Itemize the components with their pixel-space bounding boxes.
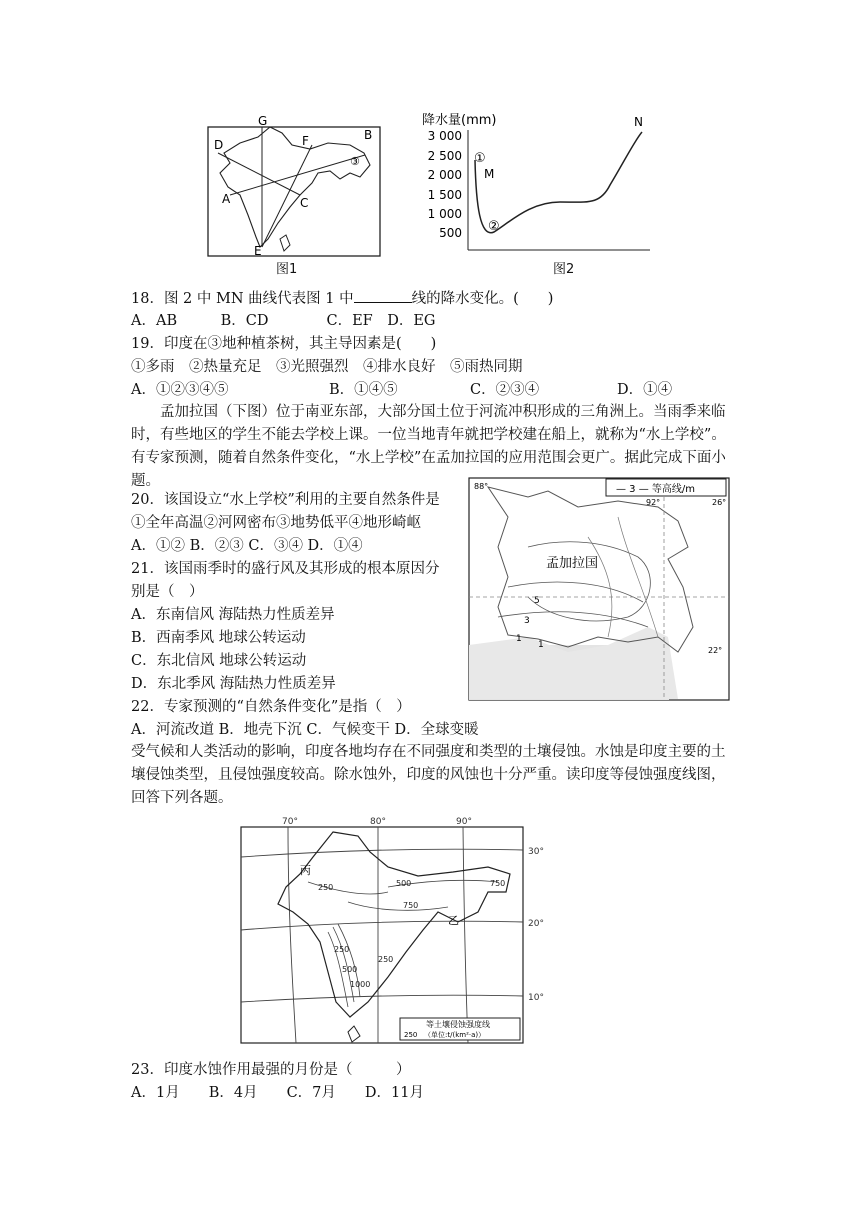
bangla-contour-label: 5 (534, 596, 540, 606)
q19-items: ①多雨 ②热量充足 ③光照强烈 ④排水良好 ⑤雨热同期 (131, 359, 523, 375)
passage-bangladesh: 孟加拉国（下图）位于南亚东部，大部分国土位于河流冲积形成的三角洲上。当雨季来临时，有些地区的学生不能去学校上课。一位当地青年就把学校建在船上，就称为“水上学校”。有专家预测，随着自然条件变化，“水上学校”在孟加拉国的应用范围会更广。据此完成下面小题。 (131, 404, 726, 489)
passage-india-erosion: 受气候和人类活动的影响，印度各地均存在不同强度和类型的土壤侵蚀。水蚀是印度主要的土壤侵蚀类型，且侵蚀强度较高。除水蚀外，印度的风蚀也十分严重。读印度等侵蚀强度线图，回答下列各题。 (131, 744, 726, 806)
q21-option-d: D．东北季风 海陆热力性质差异 (131, 676, 336, 692)
fig2-label-one: ① (474, 151, 486, 166)
question-21-cont: 别是（ ） (131, 584, 204, 600)
fig1-label-e: E (254, 244, 262, 258)
fig1-label-g: G (258, 115, 268, 128)
fig1-label-three: ③ (350, 155, 360, 168)
fig1-label-c: C (300, 196, 309, 210)
india-label-bing: 丙 (300, 864, 311, 877)
india-contour-value: 1000 (350, 980, 371, 989)
india-lon-label: 90° (456, 817, 472, 827)
fig2-ytick: 1 000 (427, 207, 462, 221)
bangla-legend: — 3 — 等高线/m (616, 484, 696, 495)
figure-1-india-lines-map (200, 115, 400, 275)
bangla-contour-label: 1 (516, 634, 522, 644)
fig2-label-m: M (484, 167, 495, 181)
q21-option-b: B．西南季风 地球公转运动 (131, 630, 306, 646)
bangla-contour-label: 3 (524, 616, 530, 626)
india-erosion-map (238, 812, 554, 1048)
question-22: 22．专家预测的“自然条件变化”是指（ ） (131, 699, 411, 715)
india-contour-value: 500 (396, 879, 412, 888)
q22-options: A．河流改道 B．地壳下沉 C．气候变干 D．全球变暖 (131, 722, 479, 738)
q18-stem-b: 线的降水变化。( ) (411, 291, 554, 307)
bangla-lat-22: 22° (708, 646, 723, 655)
q20-options: A．①② B．②③ C．③④ D．①④ (131, 538, 363, 554)
q19-option-d: D．①④ (617, 382, 673, 398)
india-legend-title: 等土壤侵蚀强度线 (426, 1020, 490, 1029)
fig2-ytick: 2 500 (427, 149, 462, 163)
figure-2-precipitation-chart (420, 110, 660, 260)
q19-option-c: C．②③④ (470, 382, 540, 398)
india-contour-value: 250 (334, 945, 350, 954)
q19-option-b: B．①④⑤ (329, 382, 398, 398)
q20-items: ①全年高温②河网密布③地势低平④地形崎岖 (131, 515, 421, 531)
fig1-label-f: F (302, 134, 309, 148)
fig2-label-n: N (634, 115, 643, 129)
india-contour-value: 750 (490, 879, 506, 888)
q23-options: A．1月 B．4月 C．7月 D．11月 (131, 1085, 424, 1101)
question-20: 20．该国设立“水上学校”利用的主要自然条件是 (131, 492, 440, 508)
figure-2-caption: 图2 (553, 262, 575, 277)
q18-stem-a: 18．图 2 中 MN 曲线代表图 1 中 (131, 291, 354, 307)
fig2-ytick: 500 (439, 226, 462, 240)
fig2-curve-mn (475, 132, 642, 233)
q21-option-a: A．东南信风 海陆热力性质差异 (131, 607, 335, 623)
india-lat-label: 20° (528, 919, 544, 929)
india-legend-value: 250 (404, 1031, 418, 1039)
fig2-ytick: 2 000 (427, 168, 462, 182)
bangla-contour-label: 1 (538, 640, 544, 650)
india-lat-label: 10° (528, 993, 544, 1003)
india-contour-value: 750 (403, 901, 419, 910)
bangla-lat-26: 26° (712, 498, 727, 507)
india-legend-unit: （单位:t/(km²·a)） (424, 1031, 486, 1039)
question-23: 23．印度水蚀作用最强的月份是（ ） (131, 1062, 411, 1078)
question-19: 19．印度在③地种植茶树，其主导因素是( ) (131, 336, 437, 352)
fig1-label-d: D (214, 138, 224, 152)
india-label-yi: 乙 (448, 914, 459, 927)
india-contour-value: 250 (378, 955, 394, 964)
bangladesh-contour-map (468, 477, 730, 701)
india-contour-value: 250 (318, 883, 334, 892)
question-21: 21．该国雨季时的盛行风及其形成的根本原因分 (131, 561, 440, 577)
india-contour-value: 500 (342, 965, 358, 974)
fig2-ylabel: 降水量(mm) (422, 113, 497, 128)
q18-blank (354, 288, 412, 303)
india-lat-label: 30° (528, 847, 544, 857)
fig1-label-b: B (364, 128, 373, 142)
question-18 (131, 288, 553, 309)
q19-option-a: A．①②③④⑤ (131, 382, 229, 398)
q21-option-c: C．东北信风 地球公转运动 (131, 653, 307, 669)
fig2-ytick: 3 000 (427, 129, 462, 143)
india-lon-label: 80° (370, 817, 386, 827)
india-lon-label: 70° (282, 817, 298, 827)
bangla-country-label: 孟加拉国 (546, 556, 599, 571)
fig2-ytick: 1 500 (427, 188, 462, 202)
q18-options: A．AB B．CD C．EF D．EG (131, 313, 436, 329)
bangla-lon-92: 92° (646, 498, 661, 507)
fig2-label-two: ② (488, 219, 500, 234)
fig1-label-a: A (222, 192, 231, 206)
figure-1-caption: 图1 (276, 262, 298, 277)
bangla-lon-88: 88° (474, 482, 489, 491)
